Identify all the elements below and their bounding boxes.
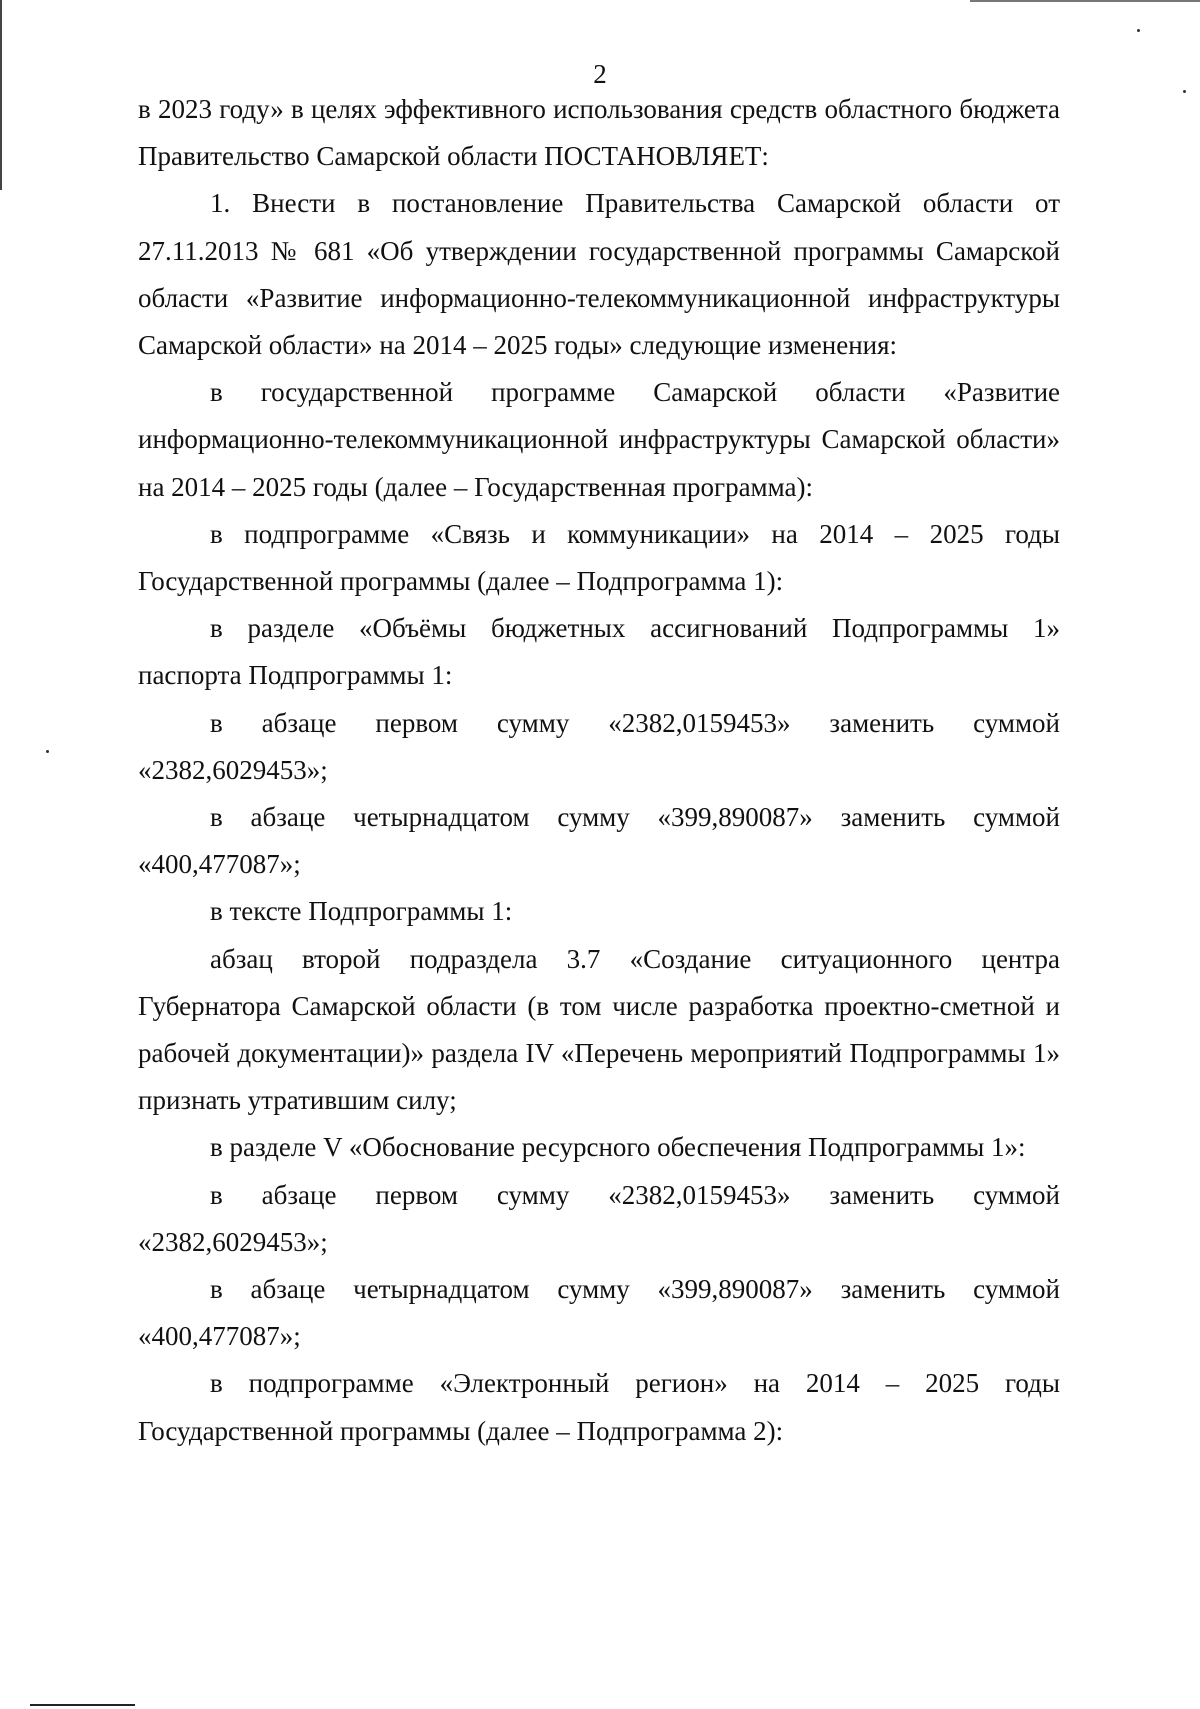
paragraph: 1. Внести в постановление Правительства Самарской области от 27.11.2013 № 681 «Об утверждении государственной программы Самарской области «Развитие информационно-телекоммуникационной инфраструктуры Самарской области» на 2014 – 2025 годы» следующие изменения: (138, 188, 1060, 361)
paragraph: в государственной программе Самарской области «Развитие информационно-телекоммуникационной инфраструктуры Самарской области» на 2014 – 2025 годы (далее – Государственная программа): (138, 377, 1060, 502)
scan-edge-artifact (0, 0, 2, 190)
paragraph: в абзаце четырнадцатом сумму «399,890087» заменить суммой «400,477087»; (138, 1274, 1060, 1352)
scan-speck (1137, 29, 1140, 32)
scan-top-line-artifact (970, 0, 1200, 2)
document-body (138, 86, 1060, 1455)
paragraph: в разделе V «Обоснование ресурсного обеспечения Подпрограммы 1»: (210, 1132, 1026, 1163)
paragraph: абзац второй подраздела 3.7 «Создание ситуационного центра Губернатора Самарской области (в том числе разработка проектно-сметной и рабочей документации)» раздела IV «Перечень мероприятий Подпрограммы 1» признать утратившим силу; (138, 943, 1060, 1116)
page-number: 2 (593, 59, 607, 89)
scan-speck (46, 750, 49, 753)
bottom-rule (30, 1704, 135, 1706)
paragraph: в абзаце четырнадцатом сумму «399,890087» заменить суммой «400,477087»; (138, 802, 1060, 880)
paragraph: в разделе «Объёмы бюджетных ассигнований Подпрограммы 1» паспорта Подпрограммы 1: (138, 613, 1060, 691)
paragraph: в абзаце первом сумму «2382,0159453» заменить суммой «2382,6029453»; (138, 1179, 1060, 1257)
paragraph: в подпрограмме «Электронный регион» на 2014 – 2025 годы Государственной программы (далее – Подпрограмма 2): (138, 1368, 1060, 1446)
paragraph: в абзаце первом сумму «2382,0159453» заменить суммой «2382,6029453»; (138, 707, 1060, 785)
paragraph: в 2023 году» в целях эффективного использования средств областного бюджета Правительство Самарской области ПОСТАНОВЛЯЕТ: (138, 94, 1060, 172)
paragraph: в подпрограмме «Связь и коммуникации» на 2014 – 2025 годы Государственной программы (далее – Подпрограмма 1): (138, 518, 1060, 597)
paragraph: в тексте Подпрограммы 1: (210, 896, 513, 927)
scan-speck (1183, 90, 1186, 93)
